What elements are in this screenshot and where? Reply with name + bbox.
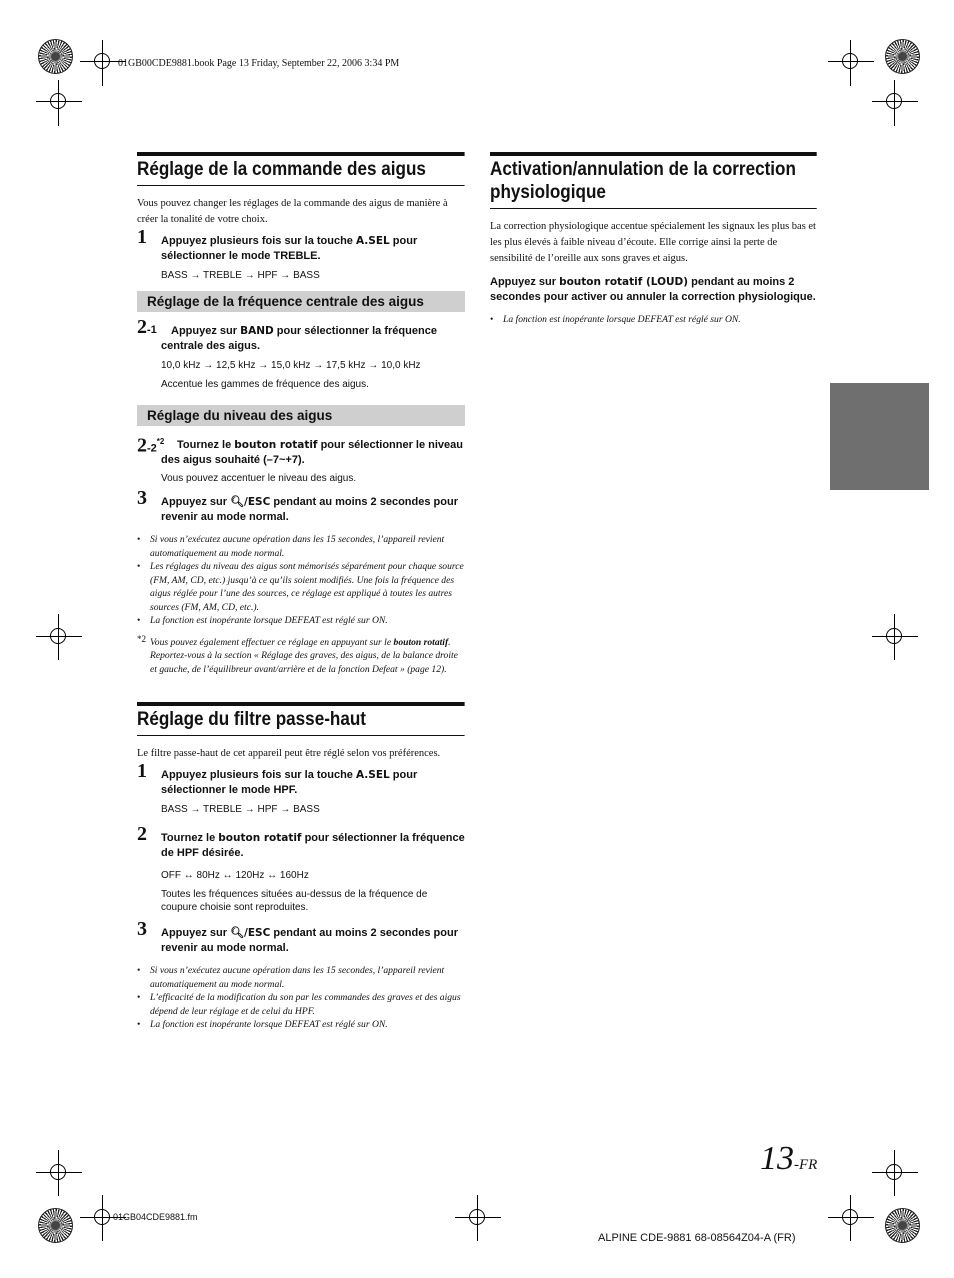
- treble-mode-sequence: BASS → TREBLE → HPF → BASS: [161, 270, 320, 281]
- header-file-info: 01GB00CDE9881.book Page 13 Friday, September 22, 2006 3:34 PM: [118, 58, 400, 69]
- treble-notes: [137, 533, 465, 628]
- page-number: 13-FR: [760, 1140, 818, 1177]
- treble-step-1: 1 Appuyez plusieurs fois sur la touche A.SEL pour sélectionner le mode TREBLE.: [137, 226, 418, 262]
- list-item: • Les réglages du niveau des aigus sont mémorisés séparément pour chaque source (FM, AM, CD, etc.) jusqu’à ce qu’ils soient modifiés. Une fois la fréquence des aigus réglée pour l’une des sources, ce réglage est appliqué à toutes les autres sources (FM, AM, CD, etc.).: [137, 560, 465, 614]
- loudness-instruction: Appuyez sur bouton rotatif (LOUD) pendant au moins 2 secondes pour activer ou annuler la correction physiologique.: [490, 276, 816, 303]
- crop-mark-icon: [36, 80, 82, 126]
- treble-step-2-2: 2-2$^{*2}$ Tournez le bouton rotatif pour sélectionner le niveau des aigus souhaité (–7~+7).: [137, 434, 464, 466]
- search-icon: 🔍︎: [230, 496, 245, 508]
- treble-intro: Vous pouvez changer les réglages de la commande des aigus de manière à créer la tonalité de votre choix.: [137, 198, 448, 225]
- search-icon: 🔍︎: [230, 927, 245, 939]
- treble-freq-subtitle: Réglage de la fréquence centrale des aigus: [137, 291, 465, 312]
- registration-rosette-icon: [38, 39, 73, 74]
- list-item: • La fonction est inopérante lorsque DEFEAT est réglé sur ON.: [490, 313, 817, 327]
- treble-level-note: Vous pouvez accentuer le niveau des aigus.: [161, 473, 357, 484]
- treble-step-3: 3 Appuyez sur 🔍︎/ESC pendant au moins 2 secondes pour revenir au mode normal.: [137, 487, 458, 523]
- treble-section-title: Réglage de la commande des aigus: [137, 152, 465, 186]
- registration-rosette-icon: [38, 1208, 73, 1243]
- crop-mark-icon: [36, 1150, 82, 1196]
- list-item: • Si vous n’exécutez aucune opération dans les 15 secondes, l’appareil revient automatiquement au mode normal.: [137, 533, 465, 560]
- hpf-step-3: 3 Appuyez sur 🔍︎/ESC pendant au moins 2 secondes pour revenir au mode normal.: [137, 918, 458, 954]
- treble-freq-note: Accentue les gammes de fréquence des aigus.: [161, 379, 369, 390]
- hpf-step-2: 2 Tournez le bouton rotatif pour sélectionner la fréquence de HPF désirée.: [137, 823, 465, 859]
- loudness-section-title: Activation/annulation de la correction physiologique: [490, 152, 817, 209]
- section-tab: [830, 383, 929, 490]
- hpf-intro: Le filtre passe-haut de cet appareil peut être réglé selon vos préférences.: [137, 748, 441, 759]
- hpf-step-1: 1 Appuyez plusieurs fois sur la touche A.SEL pour sélectionner le mode HPF.: [137, 760, 418, 796]
- hpf-mode-sequence: BASS → TREBLE → HPF → BASS: [161, 804, 320, 815]
- footer-file-name: 01GB04CDE9881.fm: [113, 1212, 198, 1222]
- treble-remark: *2 Vous pouvez également effectuer ce réglage en appuyant sur le bouton rotatif. Reportez-vous à la section « Réglage des graves, des aigus, de la balance droite et gauche, de l’équilibreur avant/arrière et de la fonction Defeat » (page 12).: [137, 633, 458, 675]
- hpf-notes: [137, 964, 465, 1032]
- loudness-intro: La correction physiologique accentue spécialement les signaux les plus bas et les plus élevés à faible niveau d’écoute. Elle corrige ainsi la perte de sensibilité de l’oreille aux sons graves et aigus.: [490, 221, 816, 264]
- hpf-freq-note: Toutes les fréquences situées au-dessus de la fréquence de coupure choisie sont reproduites.: [161, 889, 428, 913]
- crop-mark-icon: [872, 614, 918, 660]
- treble-level-subtitle: Réglage du niveau des aigus: [137, 405, 465, 426]
- right-column: [490, 152, 817, 327]
- registration-rosette-icon: [885, 1208, 920, 1243]
- hpf-freq-sequence: OFF ↔ 80Hz ↔ 120Hz ↔ 160Hz: [161, 870, 309, 881]
- list-item: • Si vous n’exécutez aucune opération dans les 15 secondes, l’appareil revient automatiquement au mode normal.: [137, 964, 465, 991]
- crop-mark-icon: [872, 1150, 918, 1196]
- registration-rosette-icon: [885, 39, 920, 74]
- left-column: [137, 152, 465, 1032]
- crop-mark-icon: [36, 614, 82, 660]
- crop-mark-icon: [828, 1195, 874, 1241]
- hpf-section-title: Réglage du filtre passe-haut: [137, 702, 465, 736]
- crop-mark-icon: [828, 40, 874, 86]
- footer-model: ALPINE CDE-9881 68-08564Z04-A (FR): [598, 1232, 796, 1244]
- treble-freq-sequence: 10,0 kHz → 12,5 kHz → 15,0 kHz → 17,5 kHz → 10,0 kHz: [161, 360, 421, 371]
- loudness-notes: [490, 313, 817, 327]
- list-item: • La fonction est inopérante lorsque DEFEAT est réglé sur ON.: [137, 614, 465, 628]
- crop-mark-icon: [455, 1195, 501, 1241]
- list-item: • La fonction est inopérante lorsque DEFEAT est réglé sur ON.: [137, 1018, 465, 1032]
- list-item: • L’efficacité de la modification du son par les commandes des graves et des aigus dépend de leur réglage et de celui du HPF.: [137, 991, 465, 1018]
- treble-step-2-1: 2-1 Appuyez sur BAND pour sélectionner la fréquence centrale des aigus.: [137, 316, 437, 352]
- crop-mark-icon: [872, 80, 918, 126]
